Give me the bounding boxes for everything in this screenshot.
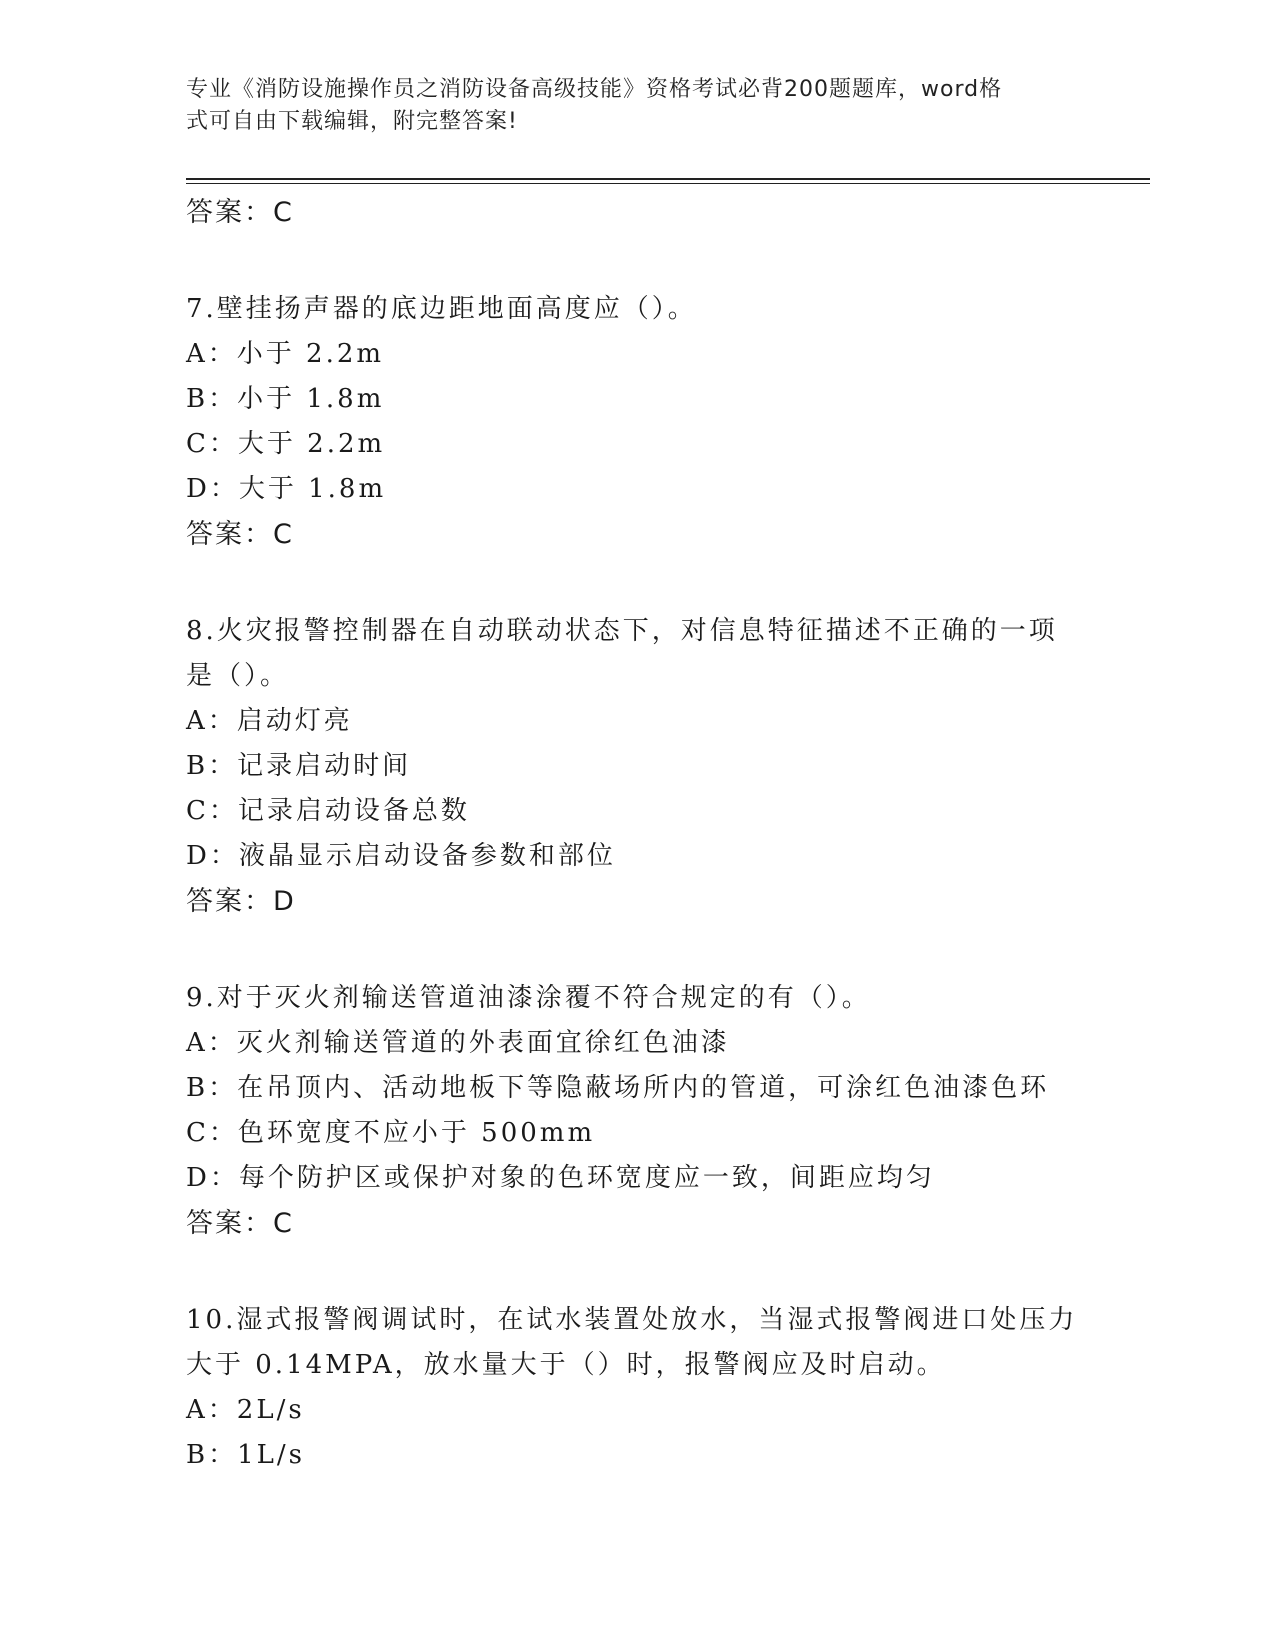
spacer xyxy=(186,1246,1066,1298)
question-stem: 8.火灾报警控制器在自动联动状态下，对信息特征描述不正确的一项 xyxy=(186,616,1058,646)
header-rule-thin xyxy=(186,183,1150,184)
question-stem: 9.对于灭火剂输送管道油漆涂覆不符合规定的有（）。 xyxy=(186,983,871,1013)
option-c: C：记录启动设备总数 xyxy=(186,796,470,826)
option-b: B：记录启动时间 xyxy=(186,751,412,781)
question-block xyxy=(186,287,1066,557)
option-b: B：小于 1.8m xyxy=(186,384,385,414)
question-stem-continued: 是（）。 xyxy=(186,661,290,691)
option-a: A：灭火剂输送管道的外表面宜徐红色油漆 xyxy=(186,1028,730,1058)
question-stem: 10.湿式报警阀调试时，在试水装置处放水，当湿式报警阀进口处压力 xyxy=(186,1305,1078,1335)
spacer xyxy=(186,557,1066,609)
question-block xyxy=(186,1298,1078,1478)
option-c: C：大于 2.2m xyxy=(186,429,386,459)
option-c: C：色环宽度不应小于 500mm xyxy=(186,1118,596,1148)
spacer xyxy=(186,924,1066,976)
option-d: D：每个防护区或保护对象的色环宽度应一致，间距应均匀 xyxy=(186,1163,935,1193)
document-header xyxy=(186,74,1066,138)
question-list xyxy=(186,190,1078,1478)
header-rule-thick xyxy=(186,178,1150,180)
question-stem: 7.壁挂扬声器的底边距地面高度应（）。 xyxy=(186,294,697,324)
answer-line: 答案：D xyxy=(186,886,296,917)
answer-line: 答案：C xyxy=(186,519,294,550)
previous-answer: 答案：C xyxy=(186,197,294,228)
option-a: A：2L/s xyxy=(186,1395,305,1425)
question-block xyxy=(186,976,1066,1246)
option-a: A：小于 2.2m xyxy=(186,339,385,369)
option-b: B：1L/s xyxy=(186,1440,306,1470)
option-a: A：启动灯亮 xyxy=(186,706,353,736)
spacer xyxy=(186,235,1066,287)
header-line-1: 专业《消防设施操作员之消防设备高级技能》资格考试必背200题题库，word格 xyxy=(186,77,1003,102)
option-d: D：大于 1.8m xyxy=(186,474,387,504)
answer-line: 答案：C xyxy=(186,1208,294,1239)
question-block xyxy=(186,609,1066,924)
option-d: D：液晶显示启动设备参数和部位 xyxy=(186,841,616,871)
question-stem-continued: 大于 0.14MPA，放水量大于（）时，报警阀应及时启动。 xyxy=(186,1350,946,1380)
header-line-2: 式可自由下载编辑，附完整答案! xyxy=(186,109,518,134)
option-b: B：在吊顶内、活动地板下等隐蔽场所内的管道，可涂红色油漆色环 xyxy=(186,1073,1050,1103)
